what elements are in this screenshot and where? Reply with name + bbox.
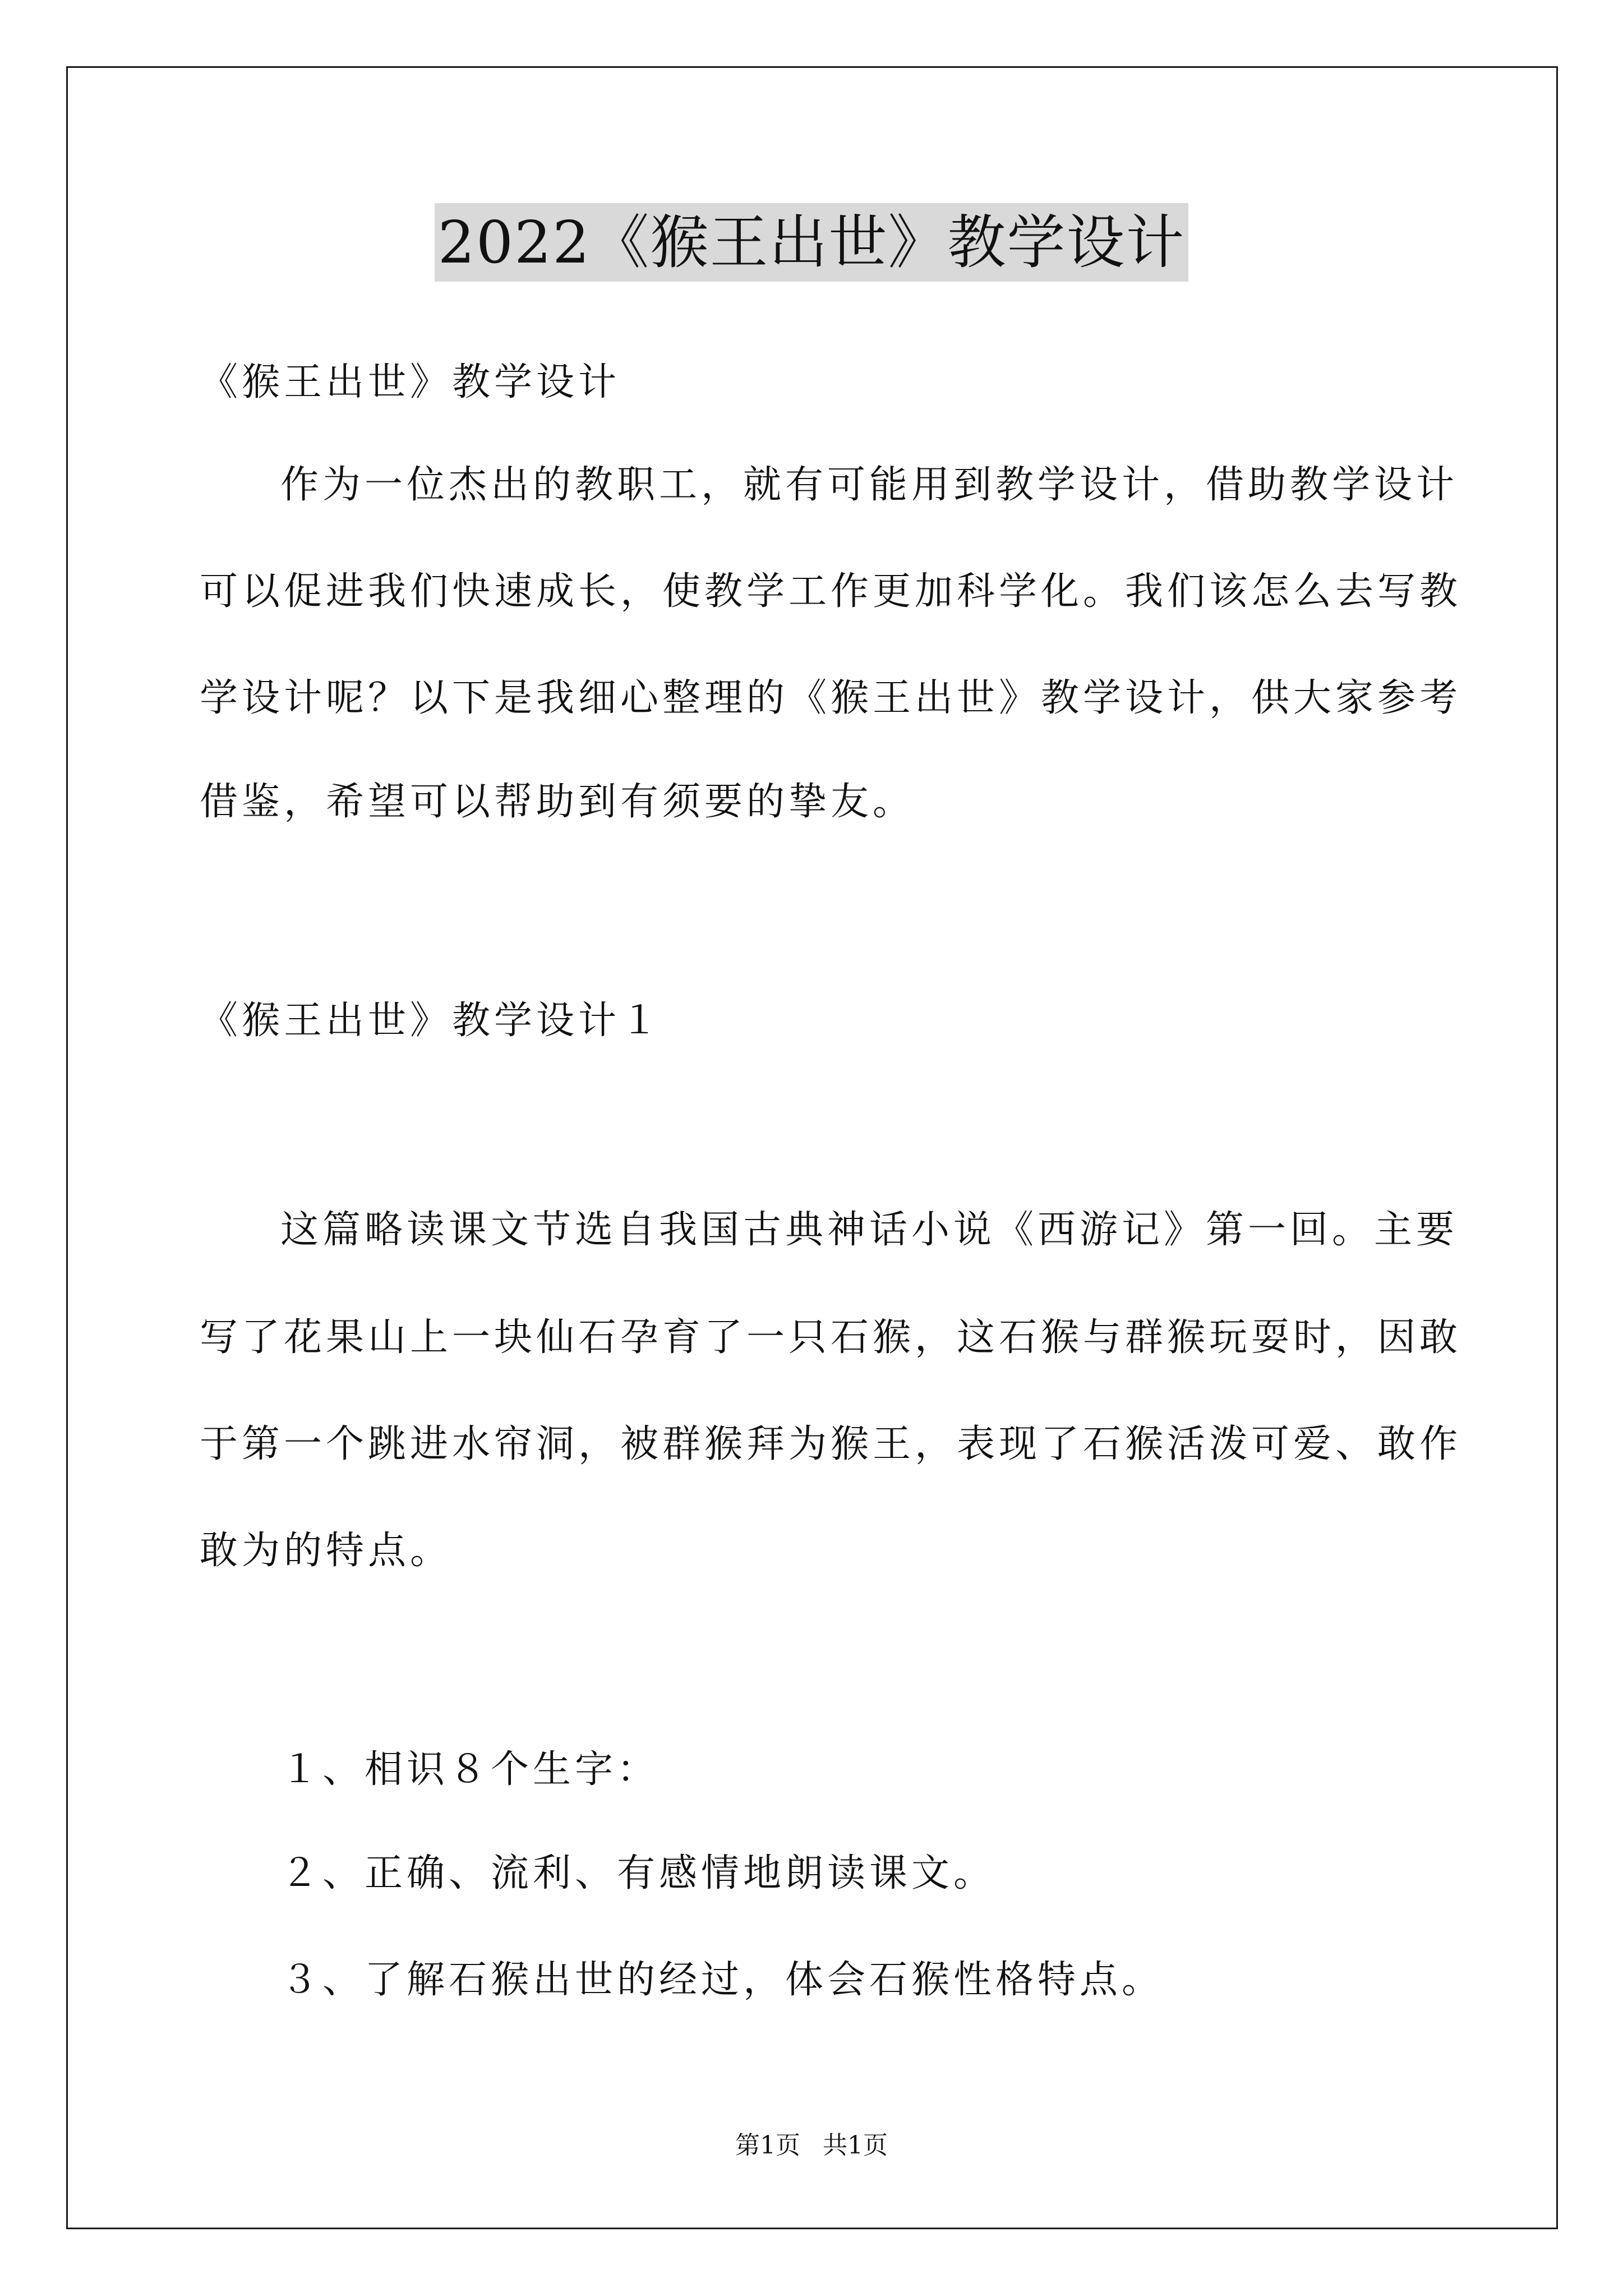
page-footer	[0, 2129, 1623, 2162]
intro-line-4: 借鉴，希望可以帮助到有须要的挚友。	[200, 780, 915, 824]
paragraph-line-4: 敢为的特点。	[200, 1529, 453, 1573]
intro-line-2: 可以促进我们快速成长，使教学工作更加科学化。我们该怎么去写教	[200, 569, 1462, 614]
intro-line-3: 学设计呢？以下是我细心整理的《猴王出世》教学设计，供大家参考	[200, 676, 1462, 720]
goal-item-1: １、相识８个生字：	[280, 1747, 660, 1792]
page-total: 共1页	[823, 2131, 888, 2160]
paragraph-line-2: 写了花果山上一块仙石孕育了一只石猴，这石猴与群猴玩耍时，因敢	[200, 1315, 1462, 1360]
page-number: 第1页	[735, 2131, 800, 2160]
section-heading: 《猴王出世》教学设计１	[200, 999, 663, 1043]
paragraph-line-1: 这篇略读课文节选自我国古典神话小说《西游记》第一回。主要	[280, 1208, 1459, 1252]
document-title: 2022《猴王出世》教学设计	[435, 203, 1189, 282]
intro-line-1: 作为一位杰出的教职工，就有可能用到教学设计，借助教学设计	[280, 463, 1459, 507]
goal-item-2: ２、正确、流利、有感情地朗读课文。	[280, 1851, 996, 1895]
goal-item-3: ３、了解石猴出世的经过，体会石猴性格特点。	[280, 1958, 1164, 2002]
paragraph-line-3: 于第一个跳进水帘洞，被群猴拜为猴王，表现了石猴活泼可爱、敢作	[200, 1422, 1462, 1466]
document-subtitle: 《猴王出世》教学设计	[200, 360, 621, 404]
title-container	[0, 203, 1623, 282]
